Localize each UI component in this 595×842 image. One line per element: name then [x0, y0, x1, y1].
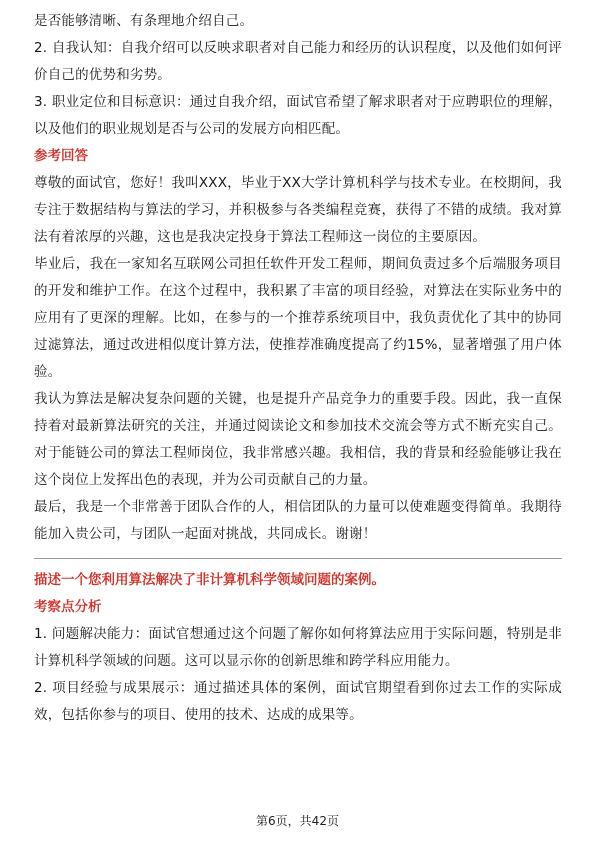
analysis-point-1: 1. 问题解决能力：面试官想通过这个问题了解你如何将算法应用于实际问题，特别是非计算机科学领域的问题。这可以显示你的创新思维和跨学科应用能力。	[34, 626, 562, 669]
analysis-point-2: 2. 项目经验与成果展示：通过描述具体的案例，面试官期望看到你过去工作的实际成效，包括你参与的项目、使用的技术、达成的成果等。	[34, 680, 562, 723]
reference-answer-heading: 参考回答	[34, 148, 88, 164]
document-page	[34, 8, 562, 729]
answer-paragraph-1: 尊敬的面试官，您好！我叫XXX，毕业于XX大学计算机科学与技术专业。在校期间，我专注于数据结构与算法的学习，并积极参与各类编程竞赛，获得了不错的成绩。我对算法有着浓厚的兴趣，这也是我决定投身于算法工程师这一岗位的主要原因。	[34, 175, 562, 245]
section-divider	[34, 558, 562, 559]
analysis-heading: 考察点分析	[34, 599, 102, 615]
page-number-footer: 第6页，共42页	[256, 814, 339, 828]
answer-paragraph-2: 毕业后，我在一家知名互联网公司担任软件开发工程师，期间负责过多个后端服务项目的开发和维护工作。在这个过程中，我积累了丰富的项目经验，对算法在实际业务中的应用有了更深的理解。比如，在参与的一个推荐系统项目中，我负责优化了其中的协同过滤算法，通过改进相似度计算方法，使推荐准确度提高了约15%，显著增强了用户体验。	[34, 256, 562, 380]
career-positioning-point: 3. 职业定位和目标意识：通过自我介绍，面试官希望了解求职者对于应聘职位的理解，以及他们的职业规划是否与公司的发展方向相匹配。	[34, 94, 562, 137]
self-awareness-point: 2. 自我认知：自我介绍可以反映求职者对自己能力和经历的认识程度，以及他们如何评价自己的优势和劣势。	[34, 40, 562, 83]
question-title: 描述一个您利用算法解决了非计算机科学领域问题的案例。	[34, 572, 385, 588]
answer-paragraph-3: 我认为算法是解决复杂问题的关键，也是提升产品竞争力的重要手段。因此，我一直保持着对最新算法研究的关注，并通过阅读论文和参加技术交流会等方式不断充实自己。对于能链公司的算法工程师岗位，我非常感兴趣。我相信，我的背景和经验能够让我在这个岗位上发挥出色的表现，并为公司贡献自己的力量。	[34, 391, 562, 488]
intro-tail-text: 是否能够清晰、有条理地介绍自己。	[34, 13, 254, 29]
answer-paragraph-4: 最后，我是一个非常善于团队合作的人，相信团队的力量可以使难题变得简单。我期待能加入贵公司，与团队一起面对挑战，共同成长。谢谢！	[34, 499, 562, 542]
